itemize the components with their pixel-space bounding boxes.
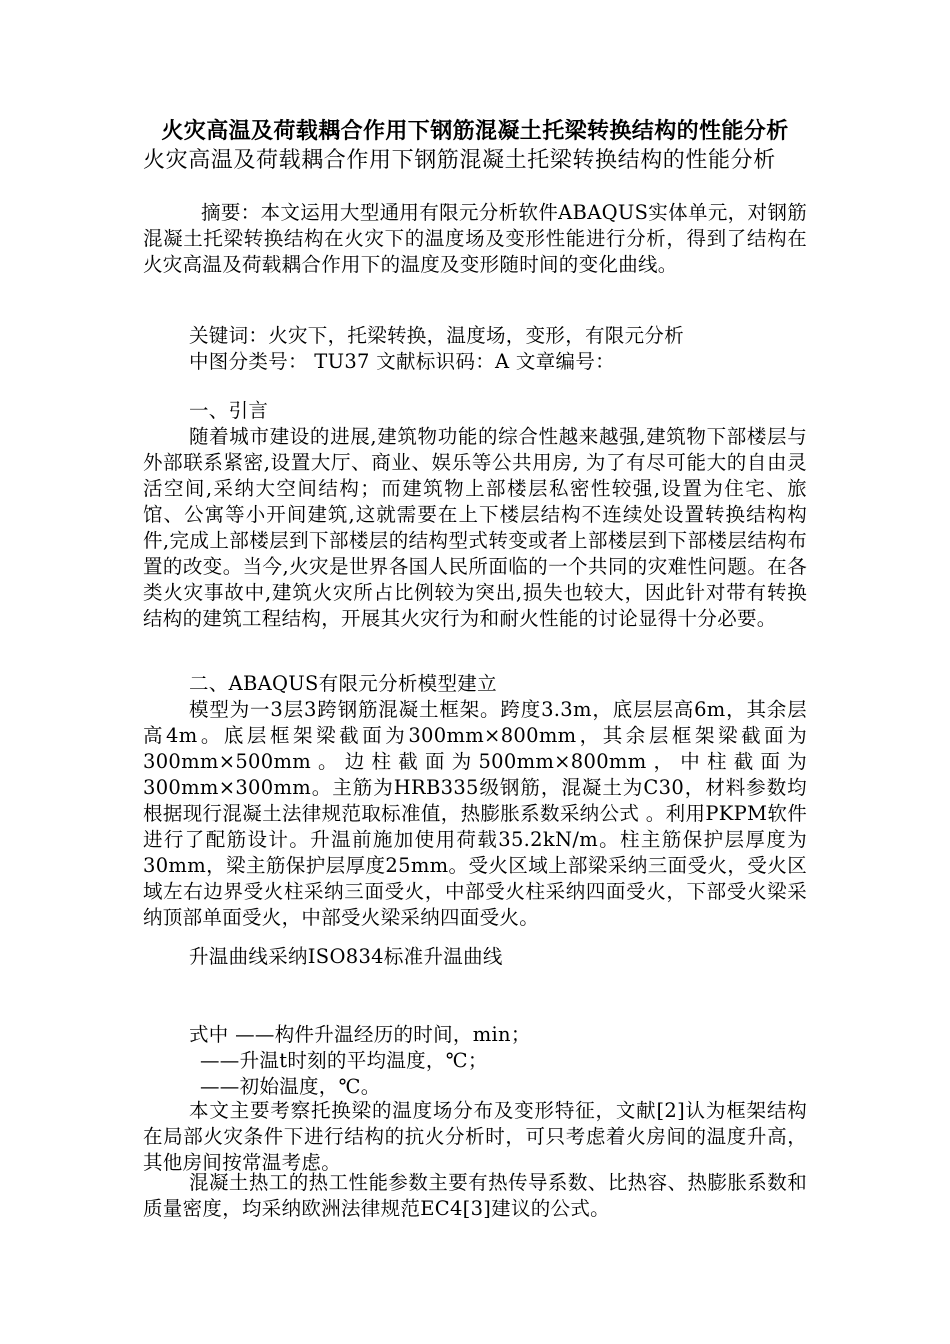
section2-paragraph: 模型为一3层3跨钢筋混凝土框架。跨度3.3m，底层层高6m，其余层高4m。底层框架梁截面为300mm×800mm，其余层框架梁截面为300mm×500mm。边柱截面为500mm×800mm，中柱截面为300mm×300mm。主筋为HRB335级钢筋，混凝土为C30，材料参数均根据现行混凝土法律规范取标准值，热膨胀系数采纳公式 。利用PKPM软件进行了配筋设计。升温前施加使用荷载35.2kN/m。柱主筋保护层厚度为30mm，梁主筋保护层厚度25mm。受火区域上部梁采纳三面受火，受火区域左右边界受火柱采纳三面受火，中部受火柱采纳四面受火，下部受火梁采纳顶部单面受火，中部受火梁采纳四面受火。	[143, 698, 807, 929]
heating-curve-line: 升温曲线采纳ISO834标准升温曲线	[189, 945, 503, 968]
keywords-line: 关键词：火灾下，托梁转换，温度场，变形，有限元分析	[189, 324, 685, 347]
concrete-properties-paragraph: 混凝土热工的热工性能参数主要有热传导系数、比热容、热膨胀系数和质量密度，均采纳欧洲法律规范EC4[3]建议的公式。	[143, 1171, 807, 1220]
abstract-paragraph: 摘要：本文运用大型通用有限元分析软件ABAQUS实体单元，对钢筋混凝土托梁转换结构在火灾下的温度场及变形性能进行分析，得到了结构在火灾高温及荷载耦合作用下的温度及变形随时间的变化曲线。	[143, 201, 807, 276]
document-title: 火灾高温及荷载耦合作用下钢筋混凝土托梁转换结构的性能分析	[143, 148, 776, 173]
section1-heading: 一、引言	[189, 399, 269, 422]
classification-line: 中图分类号： TU37 文献标识码：A 文章编号：	[189, 350, 615, 373]
section2-heading: 二、ABAQUS有限元分析模型建立	[189, 672, 497, 695]
formula-explanation-temperature: ——升温t时刻的平均温度，℃；	[200, 1049, 488, 1072]
temperature-field-paragraph: 本文主要考察托换梁的温度场分布及变形特征，文献[2]认为框架结构在局部火灾条件下进行结构的抗火分析时，可只考虑着火房间的温度升高，其他房间按常温考虑。	[143, 1099, 807, 1174]
formula-explanation-time: 式中 ——构件升温经历的时间，min；	[189, 1023, 531, 1046]
document-title-bold: 火灾高温及荷载耦合作用下钢筋混凝土托梁转换结构的性能分析	[161, 119, 789, 144]
formula-explanation-initial: ——初始温度，℃。	[200, 1075, 381, 1098]
section1-paragraph: 随着城市建设的进展,建筑物功能的综合性越来越强,建筑物下部楼层与外部联系紧密,设置大厅、商业、娱乐等公共用房, 为了有尽可能大的自由灵活空间,采纳大空间结构；而建筑物上部楼层私密性较强,设置为住宅、旅馆、公寓等小开间建筑,这就需要在上下楼层结构不连续处设置转换结构构件,完成上部楼层到下部楼层的结构型式转变或者上部楼层到下部楼层结构布置的改变。当今,火灾是世界各国人民所面临的一个共同的灾难性问题。在各类火灾事故中,建筑火灾所占比例较为突出,损失也较大，因此针对带有转换结构的建筑工程结构，开展其火灾行为和耐火性能的讨论显得十分必要。	[143, 425, 807, 630]
